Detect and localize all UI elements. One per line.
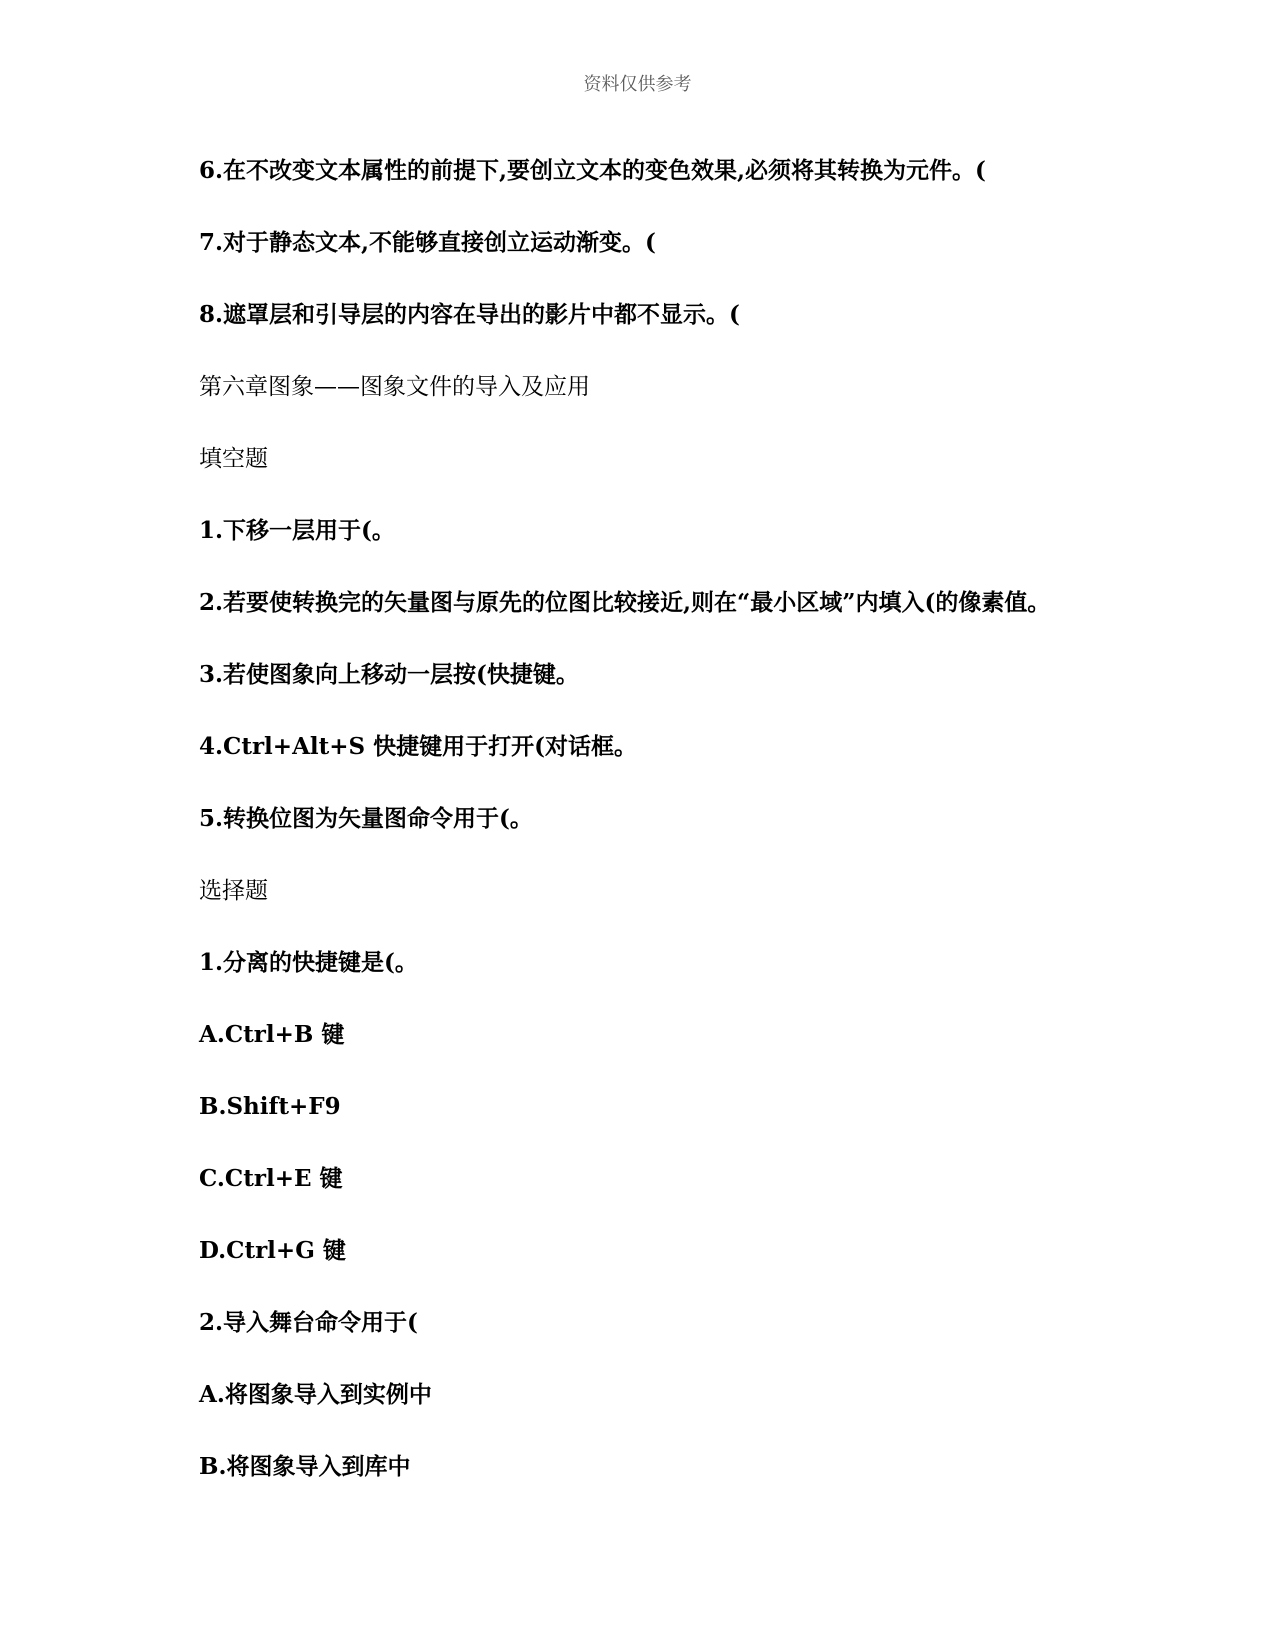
fill-in-question-5: 5.转换位图为矢量图命令用于(。 <box>199 805 533 832</box>
question-true-false-6: 6.在不改变文本属性的前提下,要创立文本的变色效果,必须将其转换为元件。( <box>199 157 986 184</box>
choice-question-2: 2.导入舞台命令用于( <box>199 1309 418 1336</box>
fill-in-question-1: 1.下移一层用于(。 <box>199 517 395 544</box>
choice-option-a: A.Ctrl+B 键 <box>199 1021 345 1048</box>
choice-option-b: B.将图象导入到库中 <box>199 1453 411 1480</box>
section-heading-fill-in: 填空题 <box>199 446 268 472</box>
fill-in-question-2: 2.若要使转换完的矢量图与原先的位图比较接近,则在“最小区域”内填入(的像素值。 <box>199 589 1051 616</box>
choice-option-b: B.Shift+F9 <box>199 1093 341 1120</box>
choice-option-d: D.Ctrl+G 键 <box>199 1237 346 1264</box>
question-true-false-8: 8.遮罩层和引导层的内容在导出的影片中都不显示。( <box>199 301 740 328</box>
choice-option-c: C.Ctrl+E 键 <box>199 1165 343 1192</box>
fill-in-question-4: 4.Ctrl+Alt+S 快捷键用于打开(对话框。 <box>199 733 638 760</box>
document-body <box>199 155 1239 1523</box>
choice-option-a: A.将图象导入到实例中 <box>199 1381 432 1408</box>
page-header: 资料仅供参考 <box>583 74 692 95</box>
choice-question-1: 1.分离的快捷键是(。 <box>199 949 418 976</box>
section-heading-multiple-choice: 选择题 <box>199 878 268 904</box>
question-true-false-7: 7.对于静态文本,不能够直接创立运动渐变。( <box>199 229 656 256</box>
fill-in-question-3: 3.若使图象向上移动一层按(快捷键。 <box>199 661 579 688</box>
chapter-heading: 第六章图象——图象文件的导入及应用 <box>199 374 590 400</box>
